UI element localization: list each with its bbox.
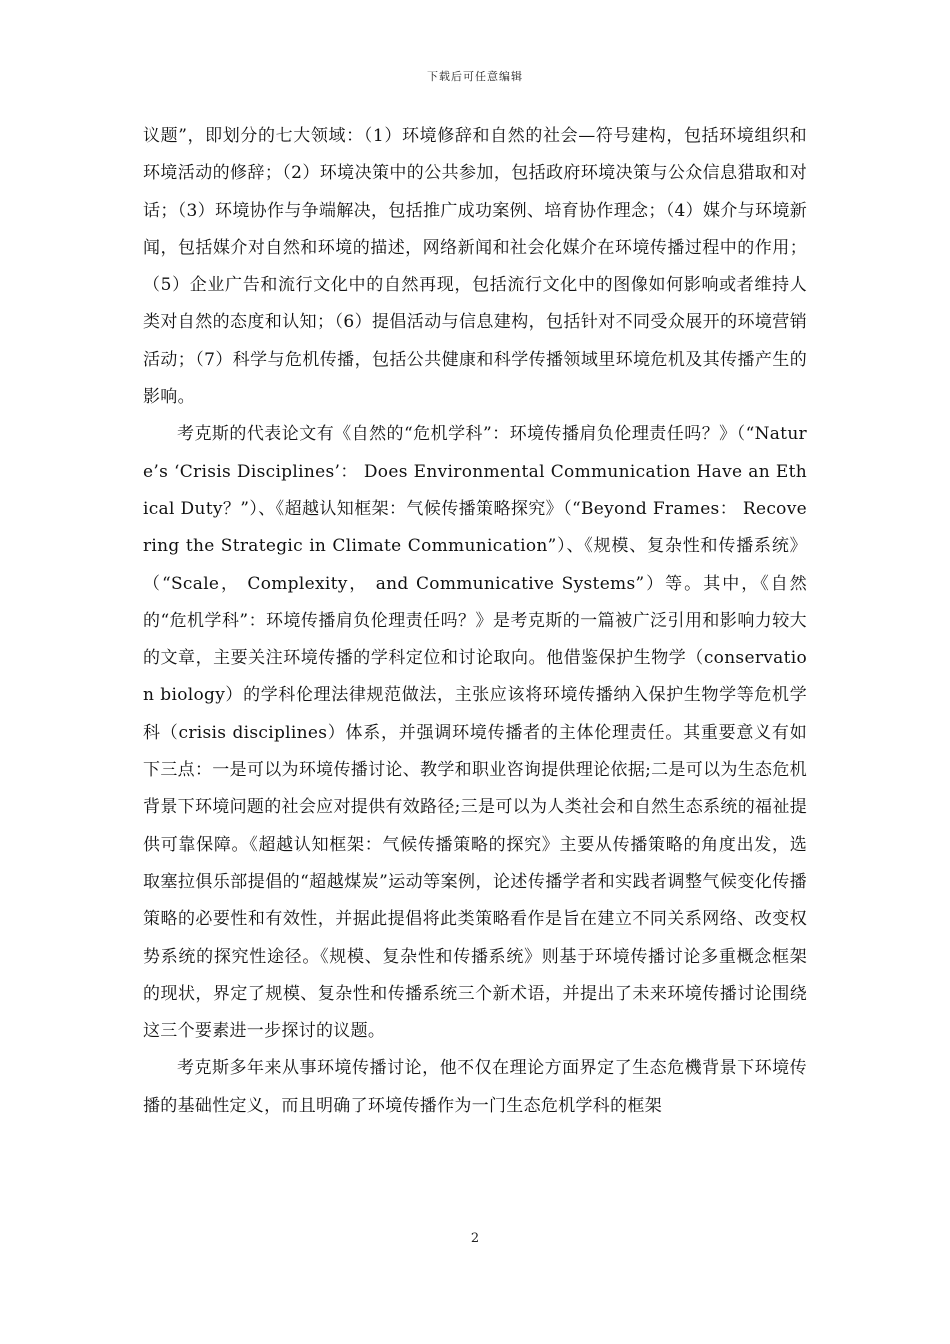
page-header: 下载后可任意编辑 xyxy=(427,70,523,83)
paragraph-2: 考克斯的代表论文有《自然的“危机学科”：环境传播肩负伦理责任吗？》（“Nature’s ‘Crisis Disciplines’： Does Environmental Communication Have an Ethical Duty？”）、《超越认知框架：气候传播策略探究》（“Beyond Frames： Recovering the Strategic in Climate Communication”）、《规模、复杂性和传播系统》（“Scale， Complexity， and Communicative Systems”）等。其中，《自然的“危机学科”：环境传播肩负伦理责任吗？》是考克斯的一篇被广泛引用和影响力较大的文章，主要关注环境传播的学科定位和讨论取向。他借鉴保护生物学（conservation biology）的学科伦理法律规范做法，主张应该将环境传播纳入保护生物学等危机学科（crisis disciplines）体系，并强调环境传播者的主体伦理责任。其重要意义有如下三点：一是可以为环境传播讨论、教学和职业咨询提供理论依据;二是可以为生态危机背景下环境问题的社会应对提供有效路径;三是可以为人类社会和自然生态系统的福祉提供可靠保障。《超越认知框架：气候传播策略的探究》主要从传播策略的角度出发，选取塞拉俱乐部提倡的“超越煤炭”运动等案例，论述传播学者和实践者调整气候变化传播策略的必要性和有效性，并据此提倡将此类策略看作是旨在建立不同关系网络、改变权势系统的探究性途径。《规模、复杂性和传播系统》则基于环境传播讨论多重概念框架的现状，界定了规模、复杂性和传播系统三个新术语，并提出了未来环境传播讨论围绕这三个要素进一步探讨的议题。 xyxy=(143,424,807,1042)
paragraph-3: 考克斯多年来从事环境传播讨论，他不仅在理论方面界定了生态危機背景下环境传播的基础性定义，而且明确了环境传播作为一门生态危机学科的框架 xyxy=(143,1058,807,1116)
document-body xyxy=(143,118,807,1125)
page-number: 2 xyxy=(470,1231,480,1246)
paragraph-1: 议题”，即划分的七大领域：（1）环境修辞和自然的社会—符号建构，包括环境组织和环境活动的修辞；（2）环境决策中的公共参加，包括政府环境决策与公众信息猎取和对话；（3）环境协作与争端解决，包括推广成功案例、培育协作理念；（4）媒介与环境新闻，包括媒介对自然和环境的描述，网络新闻和社会化媒介在环境传播过程中的作用；（5）企业广告和流行文化中的自然再现，包括流行文化中的图像如何影响或者维持人类对自然的态度和认知；（6）提倡活动与信息建构，包括针对不同受众展开的环境营销活动；（7）科学与危机传播，包括公共健康和科学传播领域里环境危机及其传播产生的影响。 xyxy=(143,126,807,408)
